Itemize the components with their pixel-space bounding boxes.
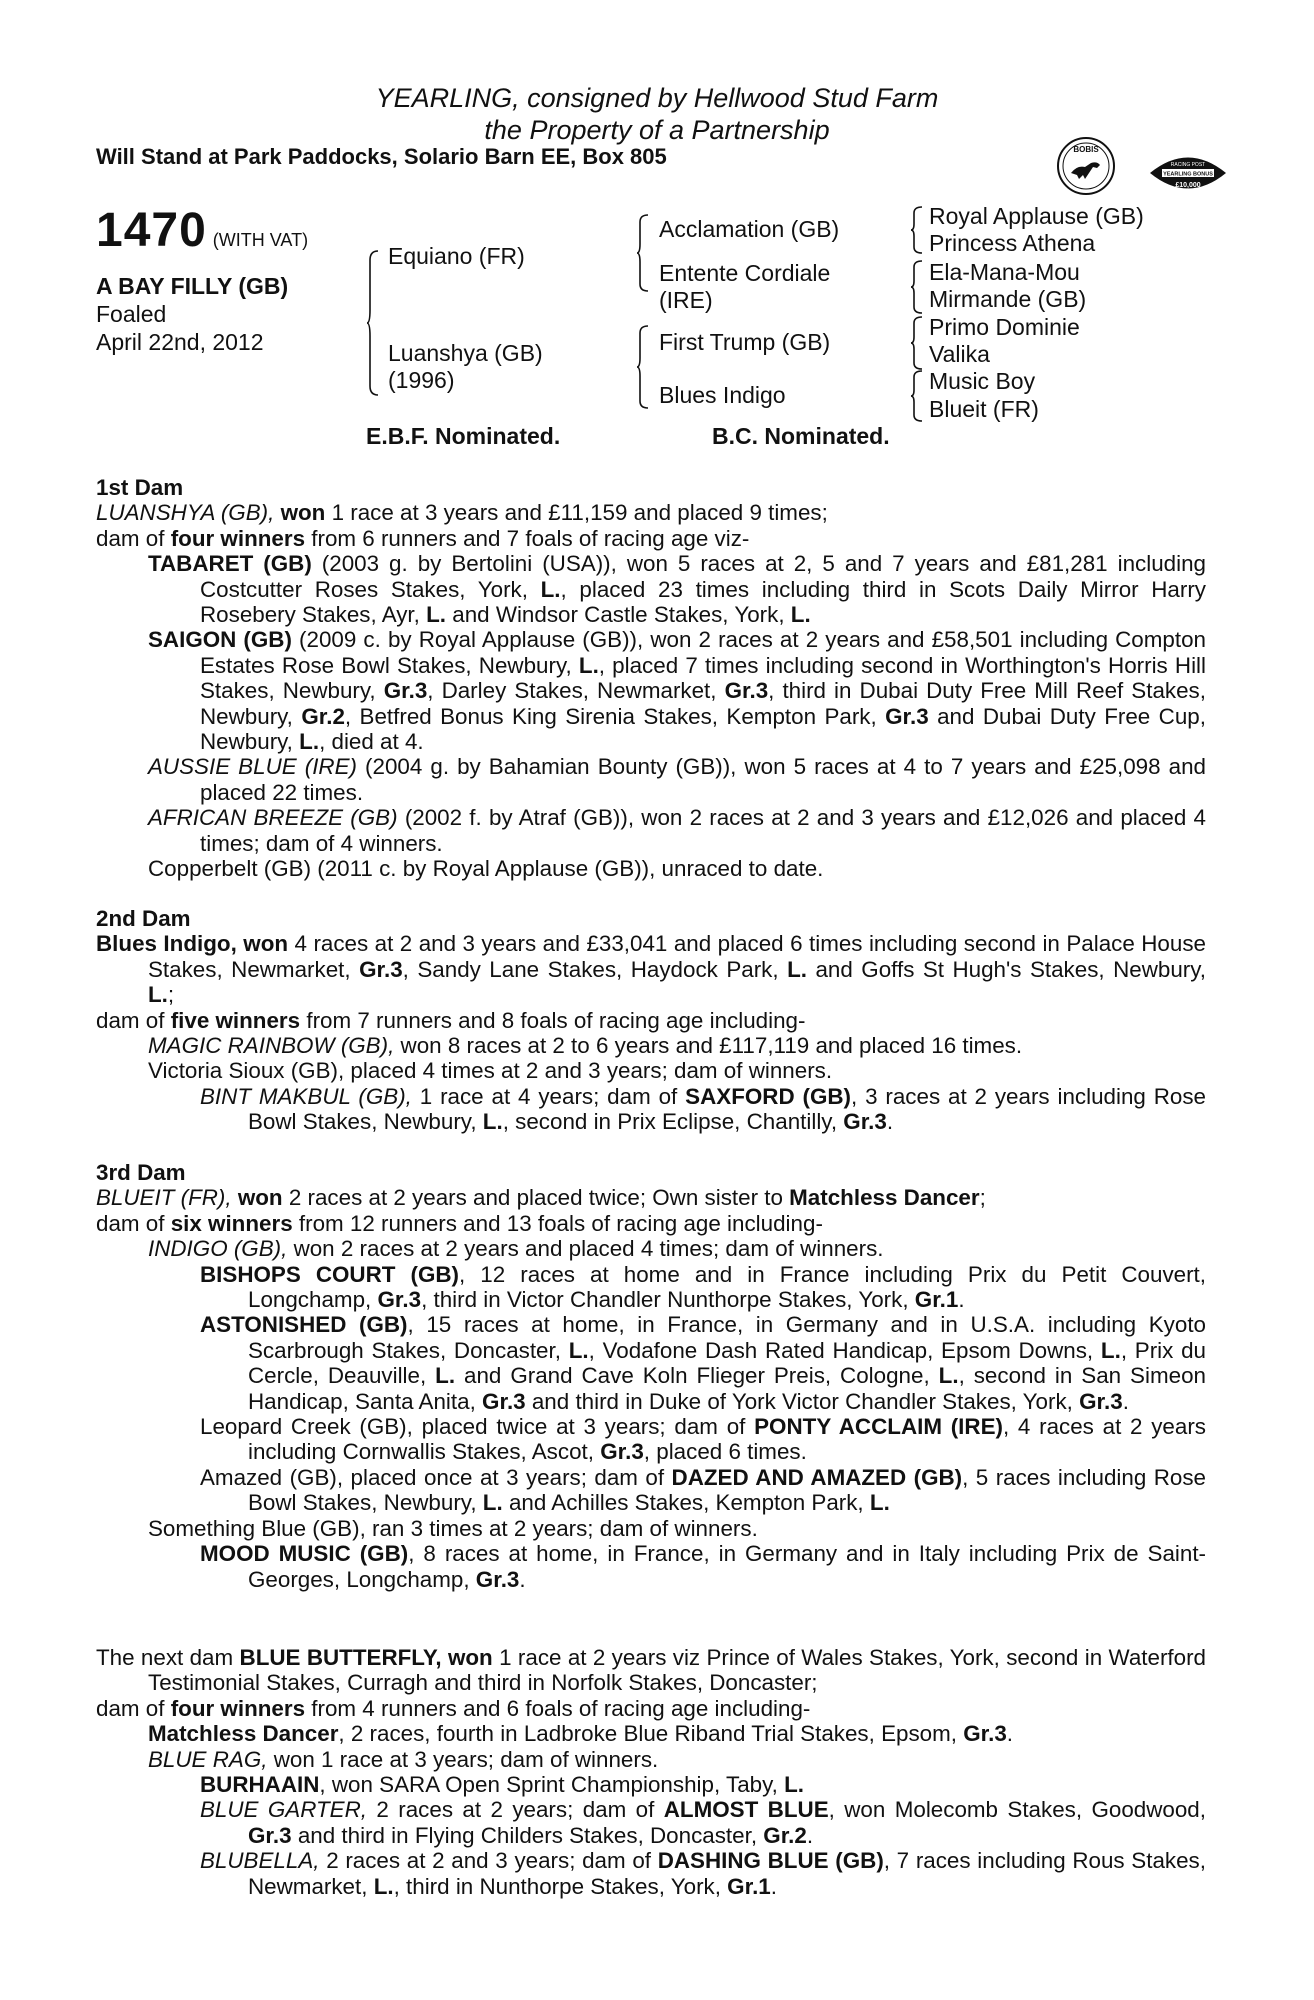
sire-dam-origin: (IRE) xyxy=(659,287,713,313)
dam-year: (1996) xyxy=(388,367,455,393)
next-dam-section: The next dam BLUE BUTTERFLY, won 1 race at 2 years viz Prince of Wales Stakes, York, second in Waterford Testimonial Stakes, Curragh and third in Norfolk Stakes, Doncaster; dam of four winners from 4 runners and 6 foals of racing age including- Matchless Dancer, 2 races, fourth in Ladbroke Blue Riband Trial Stakes, Epsom, Gr.3. BLUE RAG, won 1 race at 3 years; dam of winners. BURHAAIN, won SARA Open Sprint Championship, Taby, L. BLUE GARTER, 2 races at 2 years; dam of ALMOST BLUE, won Molecomb Stakes, Goodwood, Gr.3 and third in Flying Childers Stakes, Doncaster, Gr.2. BLUBELLA, 2 races at 2 and 3 years; dam of DASHING BLUE (GB), 7 races including Rous Stakes, Newmarket, L., third in Nunthorpe Stakes, York, Gr.1. xyxy=(96,1645,1206,1899)
dam: Luanshya (GB) xyxy=(388,340,543,366)
ebf-nominated: E.B.F. Nominated. xyxy=(366,423,561,449)
yearling-bonus-logo xyxy=(1148,148,1228,203)
gg-dam-1: Princess Athena xyxy=(929,230,1096,256)
gs4-brace xyxy=(910,370,924,422)
stand-location: Will Stand at Park Paddocks, Solario Barn EE, Box 805 xyxy=(96,144,667,169)
property-line: the Property of a Partnership xyxy=(484,115,830,145)
gg-sire-3: Primo Dominie xyxy=(929,314,1080,340)
svg-text:BOBIS: BOBIS xyxy=(1073,145,1099,154)
dam-name: LUANSHYA (GB), xyxy=(96,500,275,526)
gg-dam-4: Blueit (FR) xyxy=(929,396,1039,422)
gg-dam-3: Valika xyxy=(929,341,990,367)
dam-sire: First Trump (GB) xyxy=(659,329,831,355)
sire: Equiano (FR) xyxy=(388,243,525,269)
sire-dam: Entente Cordiale xyxy=(659,260,831,286)
lot-number: 1470 (WITH VAT) xyxy=(96,204,309,257)
lot-description: A BAY FILLY (GB) xyxy=(96,273,289,299)
dam-brace xyxy=(636,325,650,409)
first-dam-section: 1st Dam LUANSHYA (GB), won 1 race at 3 years and £11,159 and placed 9 times; dam of four winners from 6 runners and 7 foals of racing age viz- TABARET (GB) (2003 g. by Bertolini (USA)), won 5 races at 2, 5 and 7 years and £81,281 including Costcutter Roses Stakes, York, L., placed 23 times including third in Scots Daily Mirror Harry Rosebery Stakes, Ayr, L. and Windsor Castle Stakes, York, L. SAIGON (GB) (2009 c. by Royal Applause (GB)), won 2 races at 2 years and £58,501 including Compton Estates Rose Bowl Stakes, Newbury, L., placed 7 times including second in Worthington's Horris Hill Stakes, Newbury, Gr.3, Darley Stakes, Newmarket, Gr.3, third in Dubai Duty Free Mill Reef Stakes, Newbury, Gr.2, Betfred Bonus King Sirenia Stakes, Kempton Park, Gr.3 and Dubai Duty Free Cup, Newbury, L., died at 4. AUSSIE BLUE (IRE) (2004 g. by Bahamian Bounty (GB)), won 5 races at 4 to 7 years and £25,098 and placed 22 times. AFRICAN BREEZE (GB) (2002 f. by Atraf (GB)), won 2 races at 2 and 3 years and £12,026 and placed 4 times; dam of 4 winners. Copperbelt (GB) (2011 c. by Royal Applause (GB)), unraced to date. xyxy=(96,475,1207,882)
gs1-brace xyxy=(910,206,924,254)
gg-sire-2: Ela-Mana-Mou xyxy=(929,259,1080,285)
first-dam-heading: 1st Dam xyxy=(96,475,184,500)
foaled-date: April 22nd, 2012 xyxy=(96,329,264,355)
sire-sire: Acclamation (GB) xyxy=(659,216,840,242)
gs3-brace xyxy=(910,316,924,370)
svg-text:RACING POST: RACING POST xyxy=(1170,162,1206,168)
vat-note: (WITH VAT) xyxy=(212,230,309,250)
pedigree-brace xyxy=(366,250,380,396)
bobis-logo xyxy=(1055,135,1117,202)
progeny-entry: SAIGON (GB) (2009 c. by Royal Applause (GB)), won 2 races at 2 years and £58,501 including Compton Estates Rose Bowl Stakes, Newbury, L., placed 7 times including second in Worthington's Horris Hill Stakes, Newbury, Gr.3, Darley Stakes, Newmarket, Gr.3, third in Dubai Duty Free Mill Reef Stakes, Newbury, Gr.2, Betfred Bonus King Sirenia Stakes, Kempton Park, Gr.3 and Dubai Duty Free Cup, Newbury, L., died at 4. xyxy=(148,627,1207,755)
gg-dam-2: Mirmande (GB) xyxy=(929,286,1087,312)
progeny-entry: Copperbelt (GB) (2011 c. by Royal Applause (GB)), unraced to date. xyxy=(148,856,824,882)
third-dam-heading: 3rd Dam xyxy=(96,1160,186,1185)
sire-brace xyxy=(636,214,650,292)
gg-sire-4: Music Boy xyxy=(929,368,1036,394)
svg-text:£10,000: £10,000 xyxy=(1175,182,1201,189)
progeny-entry: TABARET (GB) (2003 g. by Bertolini (USA)), won 5 races at 2, 5 and 7 years and £81,281 including Costcutter Roses Stakes, York, L., placed 23 times including third in Scots Daily Mirror Harry Rosebery Stakes, Ayr, L. and Windsor Castle Stakes, York, L. xyxy=(148,551,1206,628)
bc-nominated: B.C. Nominated. xyxy=(712,423,890,449)
dam-dam: Blues Indigo xyxy=(659,382,786,408)
progeny-entry: AFRICAN BREEZE (GB) (2002 f. by Atraf (GB)), won 2 races at 2 and 3 years and £12,026 and placed 4 times; dam of 4 winners. xyxy=(148,805,1206,856)
progeny-entry: AUSSIE BLUE (IRE) (2004 g. by Bahamian Bounty (GB)), won 5 races at 4 to 7 years and £25,098 and placed 22 times. xyxy=(148,754,1206,805)
gs2-brace xyxy=(910,260,924,314)
svg-text:YEARLING BONUS: YEARLING BONUS xyxy=(1163,171,1213,178)
gg-sire-1: Royal Applause (GB) xyxy=(929,203,1144,229)
consignor-line: YEARLING, consigned by Hellwood Stud Farm xyxy=(375,83,939,113)
second-dam-heading: 2nd Dam xyxy=(96,906,191,931)
third-dam-section: 3rd Dam BLUEIT (FR), won 2 races at 2 years and placed twice; Own sister to Matchless Dancer; dam of six winners from 12 runners and 13 foals of racing age including- INDIGO (GB), won 2 races at 2 years and placed 4 times; dam of winners. BISHOPS COURT (GB), 12 races at home and in France including Prix du Petit Couvert, Longchamp, Gr.3, third in Victor Chandler Nunthorpe Stakes, York, Gr.1. ASTONISHED (GB), 15 races at home, in France, in Germany and in U.S.A. including Kyoto Scarbrough Stakes, Doncaster, L., Vodafone Dash Rated Handicap, Epsom Downs, L., Prix du Cercle, Deauville, L. and Grand Cave Koln Flieger Preis, Cologne, L., second in San Simeon Handicap, Santa Anita, Gr.3 and third in Duke of York Victor Chandler Stakes, York, Gr.3. Leopard Creek (GB), placed twice at 3 years; dam of PONTY ACCLAIM (IRE), 4 races at 2 years including Cornwallis Stakes, Ascot, Gr.3, placed 6 times. Amazed (GB), placed once at 3 years; dam of DAZED AND AMAZED (GB), 5 races including Rose Bowl Stakes, Newbury, L. and Achilles Stakes, Kempton Park, L. Something Blue (GB), ran 3 times at 2 years; dam of winners. MOOD MUSIC (GB), 8 races at home, in France, in Germany and in Italy including Prix de Saint-Georges, Longchamp, Gr.3. xyxy=(96,1160,1207,1592)
second-dam-section: 2nd Dam Blues Indigo, won 4 races at 2 and 3 years and £33,041 and placed 6 times including second in Palace House Stakes, Newmarket, Gr.3, Sandy Lane Stakes, Haydock Park, L. and Goffs St Hugh's Stakes, Newbury, L.; dam of five winners from 7 runners and 8 foals of racing age including- MAGIC RAINBOW (GB), won 8 races at 2 to 6 years and £117,119 and placed 16 times. Victoria Sioux (GB), placed 4 times at 2 and 3 years; dam of winners. BINT MAKBUL (GB), 1 race at 4 years; dam of SAXFORD (GB), 3 races at 2 years including Rose Bowl Stakes, Newbury, L., second in Prix Eclipse, Chantilly, Gr.3. xyxy=(96,906,1206,1135)
foaled-label: Foaled xyxy=(96,301,167,327)
